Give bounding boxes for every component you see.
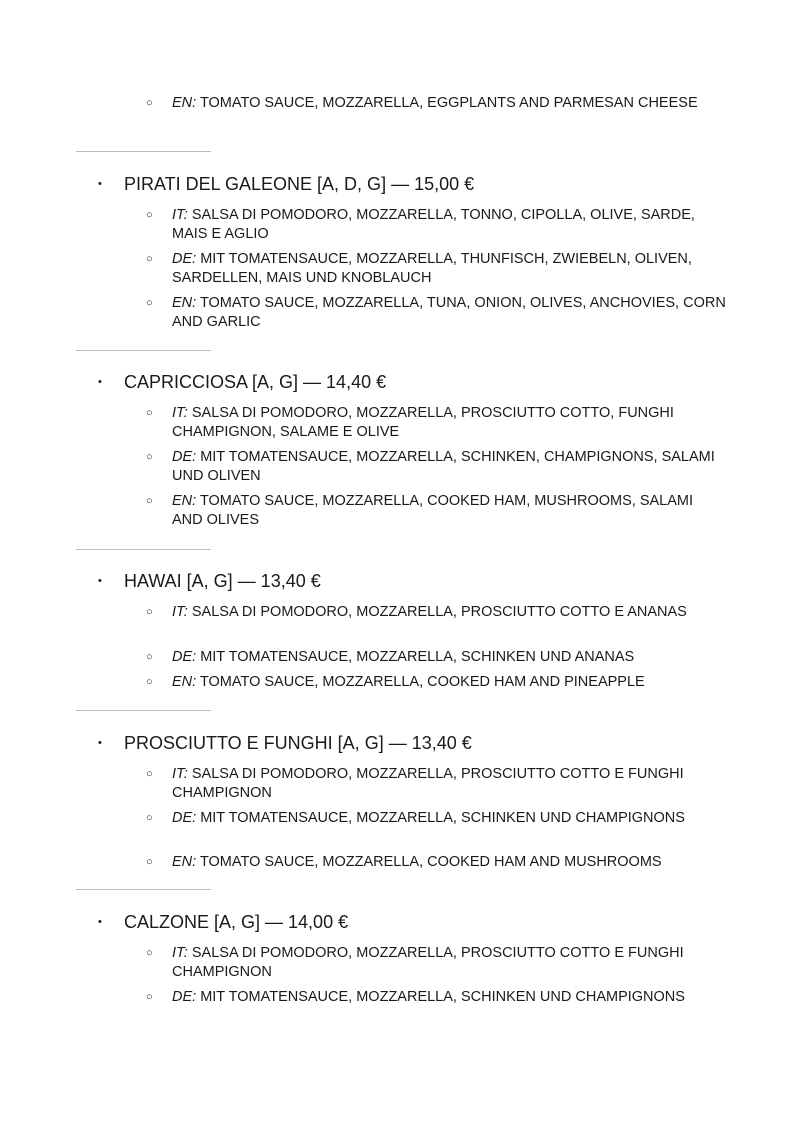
- description-de: [146, 988, 726, 1007]
- separator: [76, 549, 211, 550]
- dish-title: [98, 911, 348, 933]
- lang-code: IT:: [172, 945, 188, 961]
- dish-title-text: CALZONE [A, G] — 14,00 €: [124, 912, 349, 932]
- bullet-icon: •: [98, 575, 102, 587]
- circle-bullet-icon: ○: [146, 297, 153, 309]
- circle-bullet-icon: ○: [146, 451, 153, 463]
- lang-code: IT:: [172, 766, 188, 782]
- description-de: [146, 648, 726, 667]
- separator: [76, 350, 211, 351]
- bullet-icon: •: [98, 916, 102, 928]
- description-text: TOMATO SAUCE, MOZZARELLA, COOKED HAM, MUSHROOMS, SALAMI AND OLIVES: [172, 493, 694, 528]
- circle-bullet-icon: ○: [146, 495, 153, 507]
- lang-code: DE:: [172, 810, 197, 826]
- description-it: [146, 404, 726, 442]
- lang-code: IT:: [172, 604, 188, 620]
- description-de: [146, 809, 726, 828]
- description-text: SALSA DI POMODORO, MOZZARELLA, PROSCIUTTO COTTO, FUNGHI CHAMPIGNON, SALAME E OLIVE: [172, 405, 674, 440]
- description-text: TOMATO SAUCE, MOZZARELLA, COOKED HAM AND PINEAPPLE: [196, 674, 645, 690]
- lang-code: EN:: [172, 295, 197, 311]
- dish-title-text: CAPRICCIOSA [A, G] — 14,40 €: [124, 372, 387, 392]
- description-text: MIT TOMATENSAUCE, MOZZARELLA, SCHINKEN UND ANANAS: [196, 649, 635, 665]
- dish-title: [98, 173, 474, 195]
- description-en: [146, 673, 726, 692]
- bullet-icon: •: [98, 737, 102, 749]
- lang-code: EN:: [172, 674, 197, 690]
- description-text: TOMATO SAUCE, MOZZARELLA, EGGPLANTS AND PARMESAN CHEESE: [196, 95, 698, 111]
- circle-bullet-icon: ○: [146, 97, 153, 109]
- description-en: [146, 294, 726, 332]
- description-it: [146, 206, 726, 244]
- description-text: MIT TOMATENSAUCE, MOZZARELLA, SCHINKEN, CHAMPIGNONS, SALAMI UND OLIVEN: [172, 449, 715, 484]
- lang-code: IT:: [172, 405, 188, 421]
- description-text: MIT TOMATENSAUCE, MOZZARELLA, THUNFISCH, ZWIEBELN, OLIVEN, SARDELLEN, MAIS UND KNOBLAUCH: [172, 251, 692, 286]
- dish-title: [98, 371, 386, 393]
- circle-bullet-icon: ○: [146, 606, 153, 618]
- circle-bullet-icon: ○: [146, 676, 153, 688]
- lang-code: DE:: [172, 251, 197, 267]
- bullet-icon: •: [98, 376, 102, 388]
- description-de: [146, 448, 726, 486]
- description-text: SALSA DI POMODORO, MOZZARELLA, PROSCIUTTO COTTO E FUNGHI CHAMPIGNON: [172, 945, 684, 980]
- dish-title-text: HAWAI [A, G] — 13,40 €: [124, 571, 321, 591]
- description-text: TOMATO SAUCE, MOZZARELLA, TUNA, ONION, OLIVES, ANCHOVIES, CORN AND GARLIC: [172, 295, 726, 330]
- circle-bullet-icon: ○: [146, 407, 153, 419]
- dish-title: [98, 570, 321, 592]
- lang-code: IT:: [172, 207, 188, 223]
- circle-bullet-icon: ○: [146, 253, 153, 265]
- description-it: [146, 603, 726, 622]
- circle-bullet-icon: ○: [146, 209, 153, 221]
- separator: [76, 889, 211, 890]
- description-text: SALSA DI POMODORO, MOZZARELLA, PROSCIUTTO COTTO E FUNGHI CHAMPIGNON: [172, 766, 684, 801]
- description-en: [146, 853, 726, 872]
- lang-code: DE:: [172, 649, 197, 665]
- lang-code: DE:: [172, 989, 197, 1005]
- circle-bullet-icon: ○: [146, 768, 153, 780]
- dish-title-text: PIRATI DEL GALEONE [A, D, G] — 15,00 €: [124, 174, 475, 194]
- separator: [76, 151, 211, 152]
- description-text: MIT TOMATENSAUCE, MOZZARELLA, SCHINKEN UND CHAMPIGNONS: [196, 810, 685, 826]
- description-it: [146, 944, 726, 982]
- description-en: [146, 492, 726, 530]
- circle-bullet-icon: ○: [146, 651, 153, 663]
- description-text: SALSA DI POMODORO, MOZZARELLA, TONNO, CIPOLLA, OLIVE, SARDE, MAIS E AGLIO: [172, 207, 695, 242]
- lang-code: EN:: [172, 854, 197, 870]
- separator: [76, 710, 211, 711]
- dish-title: [98, 732, 472, 754]
- dish-title-text: PROSCIUTTO E FUNGHI [A, G] — 13,40 €: [124, 733, 472, 753]
- bullet-icon: •: [98, 178, 102, 190]
- description-text: SALSA DI POMODORO, MOZZARELLA, PROSCIUTTO COTTO E ANANAS: [187, 604, 687, 620]
- description-it: [146, 765, 726, 803]
- circle-bullet-icon: ○: [146, 991, 153, 1003]
- circle-bullet-icon: ○: [146, 947, 153, 959]
- circle-bullet-icon: ○: [146, 856, 153, 868]
- description-text: TOMATO SAUCE, MOZZARELLA, COOKED HAM AND MUSHROOMS: [196, 854, 662, 870]
- lang-code: EN:: [172, 493, 197, 509]
- circle-bullet-icon: ○: [146, 812, 153, 824]
- description-text: MIT TOMATENSAUCE, MOZZARELLA, SCHINKEN UND CHAMPIGNONS: [196, 989, 685, 1005]
- description-de: [146, 250, 726, 288]
- lead-description-en: [146, 94, 726, 113]
- lang-code: DE:: [172, 449, 197, 465]
- lang-code: EN:: [172, 95, 197, 111]
